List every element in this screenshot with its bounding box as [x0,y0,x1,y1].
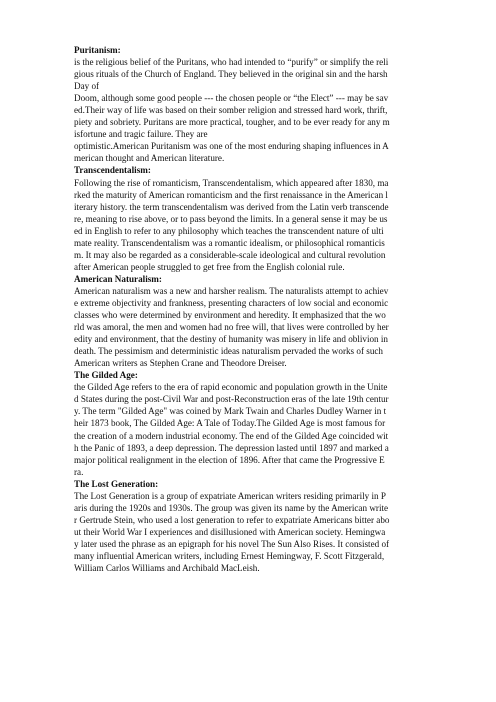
paragraph-line: major political realignment in the election of 1896. After that came the Progressive E [74,454,385,465]
paragraph-line: mate reality. Transcendentalism was a romantic idealism, or philosophical romanticis [74,237,385,248]
document-page [74,44,426,574]
paragraph-line: r Gertrude Stein, who used a lost generation to refer to expatriate Americans bitter abo [74,514,390,525]
paragraph-line: ra. [74,466,84,477]
section-heading: American Naturalism: [74,273,162,284]
paragraph-line: ut their World War I experiences and disillusioned with American society. Hemingwa [74,526,386,537]
paragraph-line: rked the maturity of American romanticism and the first renaissance in the American l [74,189,388,200]
paragraph-line: merican thought and American literature. [74,153,225,164]
paragraph-line: American naturalism was a new and harsher realism. The naturalists attempt to achiev [74,285,389,296]
paragraph-line: edity and environment, that the destiny of humanity was misery in life and oblivion in [74,334,388,345]
paragraph-line: ed.Their way of life was based on their somber religion and stressed hard work, thrift, [74,105,388,116]
paragraph-line: William Carlos Williams and Archibald MacLeish. [74,563,260,574]
paragraph-line: aris during the 1920s and 1930s. The group was given its name by the American write [74,502,389,513]
paragraph-line: American writers as Stephen Crane and Theodore Dreiser. [74,358,287,369]
paragraph-line: h the Panic of 1893, a deep depression. The depression lasted until 1897 and marked a [74,442,389,453]
paragraph-line: isfortune and tragic failure. They are [74,129,208,140]
paragraph-line: re, meaning to rise above, or to pass beyond the limits. In a general sense it may be us [74,213,388,224]
paragraph-line: Following the rise of romanticism, Transcendentalism, which appeared after 1830, ma [74,177,389,188]
paragraph-line: e extreme objectivity and frankness, presenting characters of low social and economic [74,297,389,308]
section-american-naturalism [74,273,426,369]
paragraph-line: iterary history. the term transcendentalism was derived from the Latin verb transcende [74,201,389,212]
paragraph-line: heir 1873 book, The Gilded Age: A Tale of Today.The Gilded Age is most famous for [74,418,386,429]
section-lost-generation [74,478,426,574]
paragraph-line: classes who were determined by environment and heredity. It emphasized that the wo [74,310,386,321]
section-heading: The Lost Generation: [74,478,159,489]
paragraph-line: the creation of a modern industrial economy. The end of the Gilded Age coincided wit [74,430,389,441]
paragraph-line: Day of [74,81,100,92]
paragraph-line: ed in English to refer to any philosophy which teaches the transcendent nature of ulti [74,225,384,236]
paragraph-line: after American people struggled to get free from the English colonial rule. [74,261,345,272]
paragraph-line: rld was amoral, the men and women had no free will, that lives were controlled by her [74,322,389,333]
paragraph-line: m. It may also be regarded as a considerable-scale ideological and cultural revolution [74,249,386,260]
section-heading: Transcendentalism: [74,165,151,176]
paragraph-line: piety and sobriety. Puritans are more practical, tougher, and to be ever ready for any m [74,117,390,128]
section-heading: Puritanism: [74,45,121,55]
section-heading: The Gilded Age: [74,370,138,381]
paragraph-line: is the religious belief of the Puritans, who had intended to “purify” or simplify the reli [74,57,389,68]
paragraph-line: optimistic.American Puritanism was one of the most enduring shaping influences in A [74,141,389,152]
paragraph-line: The Lost Generation is a group of expatriate American writers residing primarily in P [74,490,386,501]
paragraph-line: y. The term "Gilded Age" was coined by Mark Twain and Charles Dudley Warner in t [74,406,387,417]
paragraph-line: y later used the phrase as an epigraph for his novel The Sun Also Rises. It consisted of [74,538,390,549]
paragraph-line: death. The pessimism and deterministic ideas naturalism pervaded the works of such [74,346,383,357]
section-puritanism [74,44,426,164]
paragraph-line: Doom, although some good people --- the chosen people or “the Elect” --- may be sav [74,93,389,104]
paragraph-line: the Gilded Age refers to the era of rapid economic and population growth in the Unite [74,382,388,393]
section-gilded-age [74,369,426,477]
paragraph-line: gious rituals of the Church of England. They believed in the original sin and the harsh [74,69,388,80]
paragraph-line: d States during the post-Civil War and post-Reconstruction eras of the late 19th centur [74,394,389,405]
paragraph-line: many influential American writers, including Ernest Hemingway, F. Scott Fitzgerald, [74,550,385,561]
section-transcendentalism [74,164,426,272]
